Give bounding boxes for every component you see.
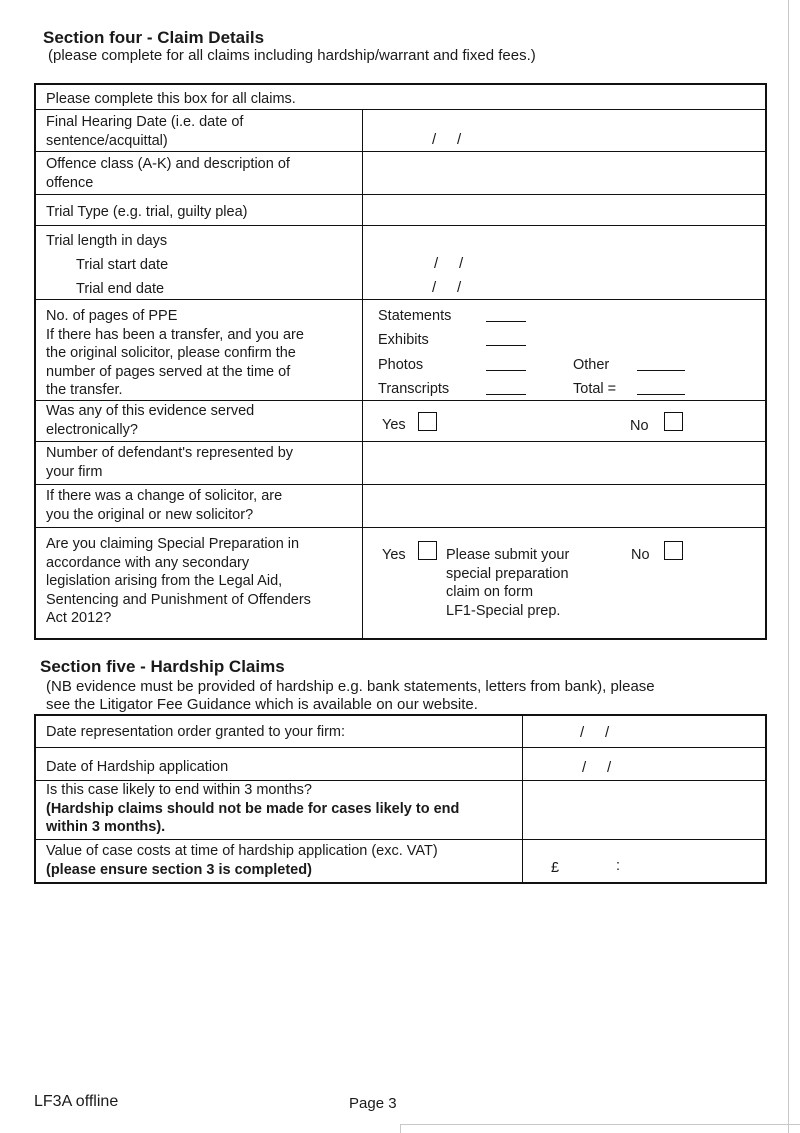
row-line <box>34 299 767 300</box>
row-line <box>34 151 767 152</box>
trial-type-label: Trial Type (e.g. trial, guilty plea) <box>46 204 248 220</box>
electronic-no-label: No <box>630 418 649 434</box>
row-line <box>34 527 767 528</box>
rep-order-date-field[interactable]: / / <box>580 724 610 741</box>
form-id: LF3A offline <box>34 1093 119 1110</box>
page-edge <box>400 1124 401 1133</box>
ppe-transcripts-label: Transcripts <box>378 381 450 397</box>
electronic-no-checkbox[interactable] <box>664 412 683 431</box>
special-prep-no-checkbox[interactable] <box>664 541 683 560</box>
ppe-statements-field[interactable] <box>486 321 526 322</box>
ppe-photos-field[interactable] <box>486 370 526 371</box>
page-edge <box>788 0 789 1133</box>
ppe-other-field[interactable] <box>637 370 685 371</box>
hardship-date-label: Date of Hardship application <box>46 759 229 775</box>
ppe-total-field[interactable] <box>637 394 685 395</box>
trial-type-field[interactable] <box>364 196 765 224</box>
ppe-label: No. of pages of PPE If there has been a transfer, and you are the original solicitor, please confirm the number of pages served at the time of the transfer. <box>46 308 304 398</box>
trial-end-label: Trial end date <box>76 281 165 297</box>
trial-length-label: Trial length in days <box>46 233 168 249</box>
trial-start-label: Trial start date <box>76 257 169 273</box>
row-line <box>34 194 767 195</box>
ppe-total-label: Total = <box>573 381 617 397</box>
electronic-yes-checkbox[interactable] <box>418 412 437 431</box>
special-prep-yes-label: Yes <box>382 547 406 563</box>
change-solicitor-label: If there was a change of solicitor, are you the original or new solicitor? <box>46 488 283 523</box>
trial-start-date-field[interactable]: / / <box>434 255 464 272</box>
defendants-field[interactable] <box>364 443 765 483</box>
section-four-title: Section four - Claim Details <box>43 28 265 47</box>
change-solicitor-field[interactable] <box>364 486 765 526</box>
hardship-divider <box>522 714 523 884</box>
trial-end-date-field[interactable]: / / <box>432 279 462 296</box>
ppe-statements-label: Statements <box>378 308 452 324</box>
ppe-transcripts-field[interactable] <box>486 394 526 395</box>
case-costs-currency: £ <box>551 860 560 876</box>
section-five-subtitle: (NB evidence must be provided of hardship e.g. bank statements, letters from bank), please see the Litigator Fee Guidance which is available on our website. <box>46 678 655 713</box>
row-line <box>34 400 767 401</box>
electronic-label: Was any of this evidence served electronically? <box>46 403 255 438</box>
defendants-label: Number of defendant's represented by your firm <box>46 445 294 480</box>
ppe-other-label: Other <box>573 357 610 373</box>
special-prep-yes-checkbox[interactable] <box>418 541 437 560</box>
box-header-text: Please complete this box for all claims. <box>46 91 296 107</box>
page-edge <box>400 1124 800 1125</box>
case-costs-field[interactable] <box>566 842 756 880</box>
likely-end-field[interactable] <box>524 782 765 838</box>
row-line <box>34 109 767 110</box>
ppe-exhibits-field[interactable] <box>486 345 526 346</box>
likely-end-label: Is this case likely to end within 3 months? (Hardship claims should not be made for cases likely to end within 3 months). <box>46 782 460 835</box>
hardship-date-field[interactable]: / / <box>582 759 612 776</box>
row-line <box>34 441 767 442</box>
offence-class-label: Offence class (A-K) and description of offence <box>46 156 290 191</box>
final-hearing-label: Final Hearing Date (i.e. date of sentence/acquittal) <box>46 114 244 149</box>
case-costs-separator: : <box>616 858 621 874</box>
final-hearing-date-field[interactable]: / / <box>432 131 462 148</box>
electronic-yes-label: Yes <box>382 417 406 433</box>
row-line <box>34 839 767 840</box>
section-five-title: Section five - Hardship Claims <box>40 657 285 676</box>
claim-details-divider <box>362 109 363 640</box>
page-number: Page 3 <box>349 1095 397 1112</box>
case-costs-label: Value of case costs at time of hardship application (exc. VAT) (please ensure section 3 is completed) <box>46 843 438 878</box>
section-four-subtitle: (please complete for all claims including hardship/warrant and fixed fees.) <box>48 47 536 64</box>
special-prep-no-label: No <box>631 547 650 563</box>
special-prep-label: Are you claiming Special Preparation in accordance with any secondary legislation arising from the Legal Aid, Sentencing and Punishment of Offenders Act 2012? <box>46 536 311 626</box>
ppe-photos-label: Photos <box>378 357 424 373</box>
row-line <box>34 225 767 226</box>
row-line <box>34 747 767 748</box>
rep-order-label: Date representation order granted to your firm: <box>46 724 346 740</box>
ppe-exhibits-label: Exhibits <box>378 332 429 348</box>
row-line <box>34 484 767 485</box>
offence-class-field[interactable] <box>364 153 765 193</box>
special-prep-note: Please submit your special preparation claim on form LF1-Special prep. <box>446 547 570 619</box>
